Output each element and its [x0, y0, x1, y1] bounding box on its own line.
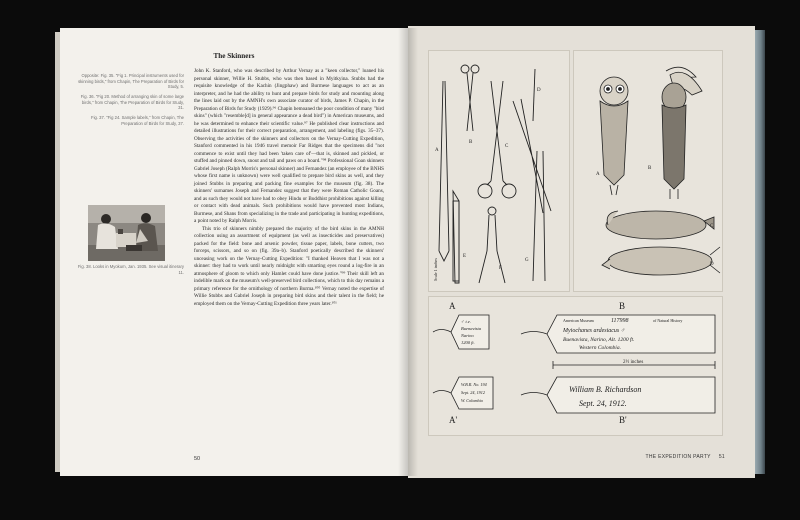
instrument-scale: Scale 1 inches [433, 258, 438, 281]
instrument-letter-e: E [463, 254, 467, 259]
label-letter-b-prime: B' [619, 415, 627, 425]
running-head: The Skinners [213, 52, 255, 60]
paragraph-1: John K. Stanford, who was described by Arthur Vernay as a "keen collector," loaned his personal skinner, Willie H. Stubbs, who was then based in Myitkyina. Stubbs had the requisite knowledge of the Kachin (Jingphaw) and Burmese languages to act as an interpreter, and he had the ability to hunt and prepare birds for study and mounting along the lines laid out by the AMNH's own associate curator of birds, James P. Chapin, in the Preparation of Birds for Study (1929).⁹⁶ Chapin bemoaned the poor condition of many "bird skins" (which "resemble[d] in general appearance a dead bird") in American museums, and he was determined to enhance their scientific value.⁹⁷ He published clear instructions and detailed illustrations for their correct preparation, arrangement, and labeling (figs. 35–37). Observing the activities of the skinners and collectors on the Vernay-Cutting Expedition, Stanford commented in his 1946 travel memoir Far Ridges that the specimens did "not commence to exist until they had been 'taken care of'—that is, skinned and pickled, or stuffed and pinned down, snout and tail and paws on a board."⁹⁸ Professional Goan skinners Gabriel Joseph (Ralph Morris's personal skinner) and Fernandez (an employee of the BNHS whose first name is unknown) were well qualified to prepare bird skins as well, and they joined Stubbs in preparing and packing fine examples for the museum (fig. 38). The skinners' surnames Joseph and Fernandez suggest that they were Roman Catholic Goans, and as such they would not have had to obey Hindu or Buddhist prohibitions against killing or contact with dead animals. Such prohibitions would have prevented most Indians, Burmese, and Shans from specializing in the trade and participating in hunting expeditions, a point noted by Ralph Morris. [194, 68, 384, 225]
tag-a-line-2: Buenavista [461, 326, 481, 331]
tag-a2-line-1: W.B.R. No. 194 [461, 382, 487, 387]
instrument-letter-d: D [537, 88, 541, 93]
caption-fig-37: Fig. 37. "Fig 24. Sample labels," from Chapin, The Preparation of Birds for Study, 37. [91, 115, 184, 126]
tag-a-line-3: Narino [461, 333, 474, 338]
bird-skins-illustration [574, 51, 722, 291]
label-letter-a: A [449, 301, 456, 311]
skinners-photo-image [88, 205, 165, 261]
instrument-letter-a: A [435, 148, 439, 153]
tag-a2-line-2: Sept. 24, 1912 [461, 390, 485, 395]
right-page-folio [646, 454, 725, 460]
tag-a-line-4: 1200 ft. [461, 340, 475, 345]
sample-labels-illustration [429, 297, 722, 435]
tag-b2-line-1: William B. Richardson [569, 385, 642, 394]
instrument-letter-f: F [499, 266, 502, 271]
tag-b-line-2: Buenavista, Narino, Alt. 1200 ft. [563, 337, 635, 343]
instrument-letter-c: C [505, 144, 509, 149]
caption-fig-35: Opposite: Fig. 35. "Fig 1. Principal instruments used for skinning birds," from Chapin, The Preparation of Birds for Study, 5. [78, 73, 184, 90]
photo-caption: Fig. 38. Looks in Myokum, Jan. 1935. See visual itinerary 11. [77, 264, 184, 275]
labels-plate [428, 296, 723, 436]
tag-b-line-3: Western Colombia. [579, 345, 621, 351]
tag-b-header-left: American Museum [563, 318, 594, 323]
right-page-edge [755, 30, 765, 474]
tag-a2-line-3: W. Colombia [461, 398, 483, 403]
measure-label: 2½ inches [623, 360, 644, 365]
instrument-letter-b: B [469, 140, 473, 145]
bird-letter-c: C [710, 224, 714, 229]
bird-letter-a: A [596, 172, 600, 177]
page-number-left: 50 [194, 456, 201, 462]
instrument-letter-g: G [525, 258, 529, 263]
left-page [60, 28, 408, 476]
label-letter-b: B [619, 301, 626, 311]
tag-b2-line-2: Sept. 24, 1912. [579, 399, 627, 408]
tag-b-line-1: Myiochanes ardesiacus ♂ [563, 328, 626, 334]
page-number-right: 51 [718, 454, 725, 460]
tag-b-number: 117998 [611, 318, 629, 324]
birds-plate [573, 50, 723, 292]
body-text [194, 68, 384, 309]
caption-fig-36: Fig. 36. "Fig 20. Method of arranging skin of some large birds," from Chapin, The Preparation of Birds for Study, 31. [80, 94, 184, 111]
figure-captions [76, 73, 184, 130]
bird-letter-b: B [648, 166, 652, 171]
right-page [408, 26, 755, 478]
tag-b-header-right: of Natural History [653, 318, 683, 323]
tag-a-line-1: ♂ t.e. [461, 319, 471, 324]
label-letter-a-prime: A' [449, 415, 458, 425]
section-label: THE EXPEDITION PARTY [645, 454, 711, 460]
bird-letter-d: D [710, 262, 714, 267]
instruments-plate [428, 50, 570, 292]
instruments-illustration [429, 51, 569, 291]
skinners-photo [88, 205, 165, 261]
book-gutter [398, 28, 418, 476]
paragraph-2: This trio of skinners nimbly prepared the majority of the bird skins in the AMNH collection using an assortment of equipment (as well as insecticides and preservatives) packed for the field: bone and arsenic powder, tissue paper, labels, bone cutters, two forceps, scissors, and so on (fig. 39a–b). Stanford poetically described the skinners' unceasing work on the Vernay-Cutting Expedition: "I thanked Heaven that I was not a skinner: they had to work until nearly midnight with smarting eyes round a log-fire in an atmosphere of gloom to which only Hamlet could have done justice."⁹⁹ Their skill left an indelible mark on the museum's well-preserved bird collections, which to this day remains a primary reference for the ornithology of northern Burma.¹⁰⁰ Vernay noted the expertise of Willie Stubbs and Gabriel Joseph in preparing bird skins and their talent in the field; he employed them on the Vernay-Cutting Expedition three years later.¹⁰¹ [194, 225, 384, 307]
